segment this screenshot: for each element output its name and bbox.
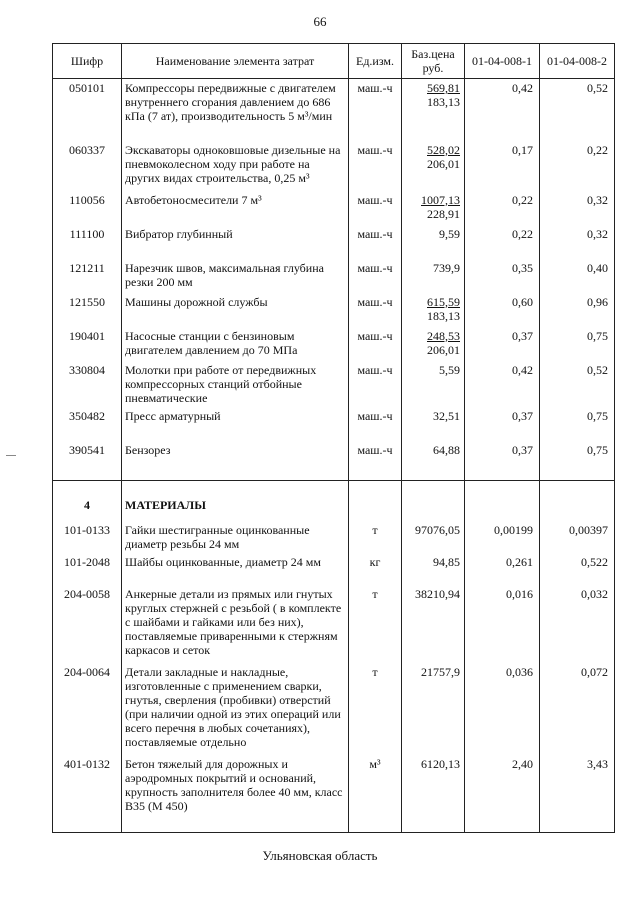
row-code: 101-0133 (53, 521, 122, 553)
row-norm-2: 0,072 (540, 663, 615, 755)
row-norm-1: 0,35 (465, 259, 540, 293)
row-unit: маш.-ч (349, 191, 402, 225)
base-price: 64,88 (433, 442, 460, 457)
row-name: Шайбы оцинкованные, диаметр 24 мм (122, 553, 349, 585)
wage-price: 183,13 (427, 308, 460, 323)
row-name: Машины дорожной службы (122, 293, 349, 327)
row-norm-2: 0,75 (540, 407, 615, 441)
row-price (402, 293, 465, 327)
wage-price: 183,13 (427, 95, 460, 109)
row-norm-2: 0,522 (540, 553, 615, 585)
header-norm-2: 01-04-008-2 (540, 44, 615, 79)
row-code: 121550 (53, 293, 122, 327)
row-code: 204-0058 (53, 585, 122, 663)
row-norm-2: 0,00397 (540, 521, 615, 553)
row-norm-1: 0,37 (465, 407, 540, 441)
row-norm-2: 0,32 (540, 225, 615, 259)
section-empty (465, 481, 540, 521)
base-price: 569,81 (427, 81, 460, 95)
row-norm-1: 2,40 (465, 755, 540, 833)
cost-table (52, 43, 615, 833)
section-empty (402, 481, 465, 521)
table-row (53, 755, 615, 833)
base-price: 528,02 (427, 142, 460, 157)
row-code: 204-0064 (53, 663, 122, 755)
row-norm-2: 0,96 (540, 293, 615, 327)
row-code: 350482 (53, 407, 122, 441)
row-price: 38210,94 (402, 585, 465, 663)
row-name: Молотки при работе от передвижных компрессорных станций отбойные пневматические (122, 361, 349, 407)
header-price: Баз.цена руб. (402, 44, 465, 79)
wage-price: 206,01 (427, 342, 460, 357)
row-price: 97076,05 (402, 521, 465, 553)
row-name: Вибратор глубинный (122, 225, 349, 259)
header-name: Наименование элемента затрат (122, 44, 349, 79)
row-code: 121211 (53, 259, 122, 293)
table-row (53, 191, 615, 225)
row-norm-1: 0,42 (465, 79, 540, 141)
row-norm-2: 0,22 (540, 141, 615, 191)
row-unit: т (349, 663, 402, 755)
row-norm-1: 0,22 (465, 191, 540, 225)
row-norm-2: 0,52 (540, 79, 615, 141)
row-price (402, 141, 465, 191)
row-name: Гайки шестигранные оцинкованные диаметр резьбы 24 мм (122, 521, 349, 553)
row-unit: маш.-ч (349, 441, 402, 481)
row-price (402, 225, 465, 259)
header-code: Шифр (53, 44, 122, 79)
row-unit: м³ (349, 755, 402, 833)
row-norm-2: 0,40 (540, 259, 615, 293)
table-row (53, 225, 615, 259)
row-norm-1: 0,42 (465, 361, 540, 407)
row-name: Бетон тяжелый для дорожных и аэродромных покрытий и оснований, крупность заполнителя более 40 мм, класс В35 (М 450) (122, 755, 349, 833)
row-unit: маш.-ч (349, 141, 402, 191)
table-row (53, 521, 615, 553)
table-row (53, 327, 615, 361)
base-price: 615,59 (427, 294, 460, 309)
table-row (53, 259, 615, 293)
row-norm-2: 0,75 (540, 327, 615, 361)
page-number: 66 (313, 14, 327, 29)
row-name: Компрессоры передвижные с двигателем внутреннего сгорания давлением до 686 кПа (7 ат), производительность 5 м³/мин (122, 79, 349, 141)
row-price (402, 327, 465, 361)
row-price: 94,85 (402, 553, 465, 585)
base-price: 248,53 (427, 328, 460, 343)
row-code: 401-0132 (53, 755, 122, 833)
scan-mark (6, 455, 16, 456)
row-unit: т (349, 521, 402, 553)
row-name: Насосные станции с бензиновым двигателем давлением до 70 МПа (122, 327, 349, 361)
row-price: 6120,13 (402, 755, 465, 833)
row-unit: маш.-ч (349, 225, 402, 259)
section-empty (540, 481, 615, 521)
row-price (402, 191, 465, 225)
row-code: 060337 (53, 141, 122, 191)
row-norm-2: 3,43 (540, 755, 615, 833)
row-name: Экскаваторы одноковшовые дизельные на пневмоколесном ходу при работе на других видах строительства, 0,25 м³ (122, 141, 349, 191)
table-row (53, 293, 615, 327)
table-row (53, 441, 615, 481)
row-price (402, 79, 465, 141)
row-name: Нарезчик швов, максимальная глубина резки 200 мм (122, 259, 349, 293)
table-row (53, 361, 615, 407)
row-code: 330804 (53, 361, 122, 407)
row-norm-2: 0,032 (540, 585, 615, 663)
row-name: Детали закладные и накладные, изготовленные с применением сварки, гнутья, сверления (пробивки) отверстий (при наличии одной из этих операций или всего перечня в любых сочетаниях), поставляемые отдельно (122, 663, 349, 755)
row-unit: маш.-ч (349, 259, 402, 293)
row-code: 110056 (53, 191, 122, 225)
row-norm-1: 0,036 (465, 663, 540, 755)
row-norm-2: 0,52 (540, 361, 615, 407)
row-norm-1: 0,17 (465, 141, 540, 191)
row-name: Бензорез (122, 441, 349, 481)
row-norm-1: 0,016 (465, 585, 540, 663)
row-price (402, 441, 465, 481)
row-unit: маш.-ч (349, 293, 402, 327)
base-price: 5,59 (439, 362, 460, 377)
section-title: МАТЕРИАЛЫ (122, 481, 349, 521)
row-norm-1: 0,261 (465, 553, 540, 585)
table-row (53, 585, 615, 663)
row-norm-1: 0,22 (465, 225, 540, 259)
row-price: 21757,9 (402, 663, 465, 755)
row-code: 390541 (53, 441, 122, 481)
table-header-row (53, 44, 615, 79)
row-unit: маш.-ч (349, 79, 402, 141)
section-row (53, 481, 615, 521)
row-norm-1: 0,37 (465, 441, 540, 481)
table-row (53, 407, 615, 441)
row-code: 050101 (53, 79, 122, 141)
table-row (53, 663, 615, 755)
table-row (53, 553, 615, 585)
row-name: Пресс арматурный (122, 407, 349, 441)
section-empty (349, 481, 402, 521)
section-code: 4 (53, 481, 122, 521)
base-price: 1007,13 (421, 192, 460, 207)
footer-region: Ульяновская область (262, 848, 378, 863)
base-price: 32,51 (433, 408, 460, 423)
base-price: 9,59 (439, 226, 460, 241)
wage-price: 206,01 (427, 156, 460, 171)
wage-price: 228,91 (427, 206, 460, 221)
row-norm-1: 0,60 (465, 293, 540, 327)
row-unit: т (349, 585, 402, 663)
header-norm-1: 01-04-008-1 (465, 44, 540, 79)
row-norm-1: 0,00199 (465, 521, 540, 553)
row-unit: маш.-ч (349, 407, 402, 441)
header-unit: Ед.изм. (349, 44, 402, 79)
row-norm-2: 0,32 (540, 191, 615, 225)
table-row (53, 141, 615, 191)
row-price (402, 361, 465, 407)
row-price (402, 259, 465, 293)
row-code: 111100 (53, 225, 122, 259)
row-unit: маш.-ч (349, 327, 402, 361)
row-code: 190401 (53, 327, 122, 361)
row-norm-1: 0,37 (465, 327, 540, 361)
row-unit: кг (349, 553, 402, 585)
table-row (53, 79, 615, 141)
row-code: 101-2048 (53, 553, 122, 585)
row-unit: маш.-ч (349, 361, 402, 407)
row-price (402, 407, 465, 441)
row-name: Анкерные детали из прямых или гнутых круглых стержней с резьбой ( в комплекте с шайбами и гайками или без них), поставляемые приваренными к стержням каркасов и сеток (122, 585, 349, 663)
row-norm-2: 0,75 (540, 441, 615, 481)
row-name: Автобетоносмесители 7 м³ (122, 191, 349, 225)
base-price: 739,9 (433, 260, 460, 275)
